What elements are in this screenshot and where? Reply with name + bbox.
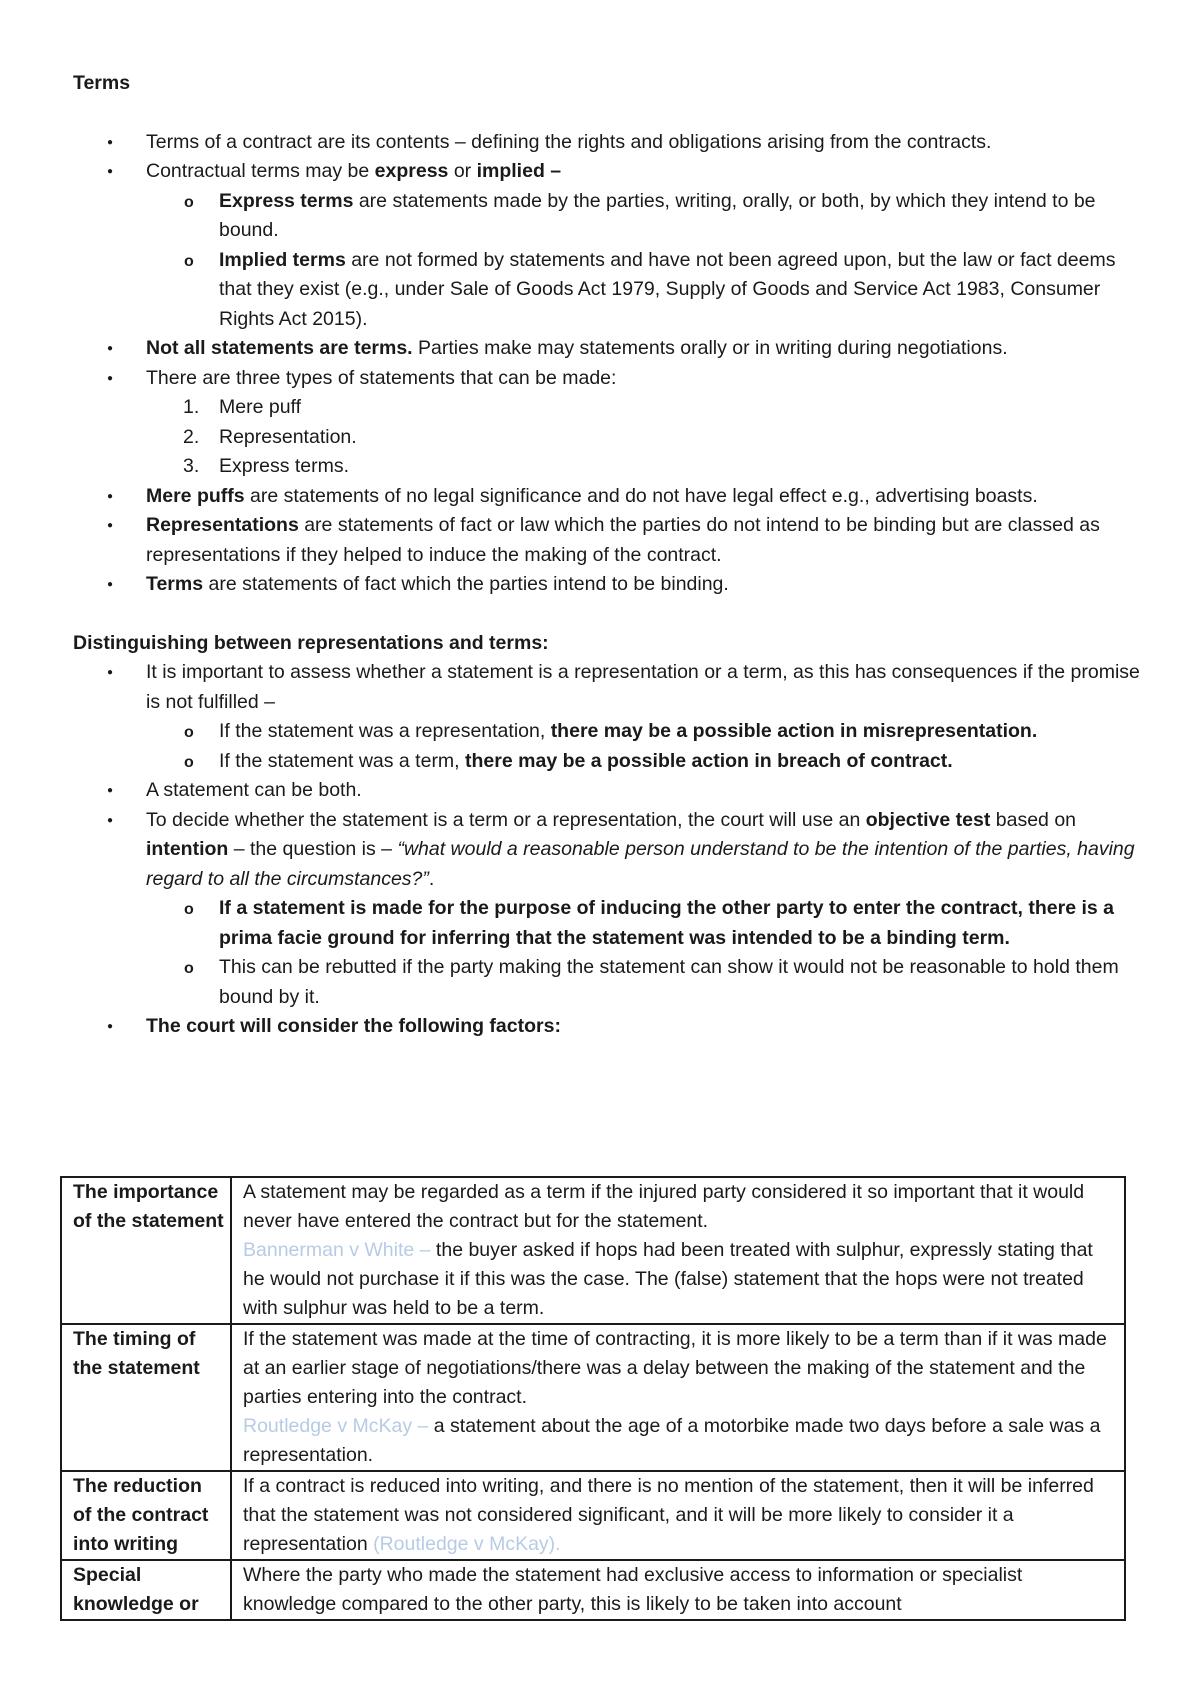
factor-cell: Special knowledge or xyxy=(61,1560,231,1620)
sub-list xyxy=(146,187,1143,335)
numbered-item xyxy=(73,393,1143,423)
bullet-text: are statements of fact or law which the parties do not intend to be binding but are classed as representations if they helped to induce the making of the contract. xyxy=(146,514,1100,566)
bold-text: intention xyxy=(146,838,229,860)
case-reference: Bannerman v White – xyxy=(243,1239,431,1261)
list-item xyxy=(73,806,1143,1013)
cell-text: a statement about the age of a motorbike made two days before a sale was a representation. xyxy=(243,1415,1101,1466)
case-reference: (Routledge v McKay). xyxy=(373,1533,561,1555)
list-item xyxy=(73,570,1143,600)
sub-list xyxy=(146,894,1143,1012)
bold-text: Implied terms xyxy=(219,248,346,271)
bullet-text: are statements of no legal significance and do not have legal effect e.g., advertising boasts. xyxy=(244,484,1038,507)
factors-table xyxy=(60,1176,1126,1621)
numbered-item xyxy=(73,452,1143,482)
item-label: Mere puff xyxy=(219,396,302,418)
bold-text: implied – xyxy=(476,160,562,182)
section-title-distinguishing: Distinguishing between representations and terms: xyxy=(73,631,549,654)
bullet-text: are statements of fact which the parties intend to be binding. xyxy=(203,573,729,595)
bullet-text: or xyxy=(448,160,477,182)
list-item xyxy=(73,364,1143,394)
list-item xyxy=(73,157,1143,334)
cell-text: the buyer asked if hops had been treated with sulphur, expressly stating that he would not purchase it if this was the case. The (false) statement that the hops were not treated with sulphur was held to be a term. xyxy=(243,1239,1093,1319)
bullet-text: This can be rebutted if the party making the statement can show it would not be reasonable to hold them bound by it. xyxy=(219,956,1119,1008)
terms-bullet-list xyxy=(73,128,1143,394)
sub-list-item xyxy=(146,717,1143,747)
item-number: 3. xyxy=(183,455,200,477)
italic-quote: “what would a reasonable person understand to be the intention of the parties, having regard to all the circumstances?” xyxy=(146,838,1135,890)
bullet-text: Contractual terms may be xyxy=(146,160,375,182)
factor-cell: The reduction of the contract into writing xyxy=(61,1471,231,1560)
distinguishing-bullet-list xyxy=(73,658,1143,1042)
bullet-text: Parties make may statements orally or in writing during negotiations. xyxy=(412,337,1008,359)
sub-list-item xyxy=(146,953,1143,1012)
bullet-text: Terms of a contract are its contents – defining the rights and obligations arising from the contracts. xyxy=(146,130,992,153)
case-reference: Routledge v McKay – xyxy=(243,1415,429,1437)
bullet-text: . xyxy=(428,867,435,890)
bold-text: Terms xyxy=(146,573,204,595)
bold-text: objective test xyxy=(865,808,991,831)
bold-text: Representations xyxy=(146,514,299,536)
bold-text: The court will consider the following factors: xyxy=(146,1015,561,1037)
statement-types-list xyxy=(73,393,1143,482)
list-item xyxy=(73,334,1143,364)
bold-text: Mere puffs xyxy=(146,484,245,507)
bullet-text: are not formed by statements and have not been agreed upon, but the law or fact deems that they exist (e.g., under Sale of Goods Act 1979, Supply of Goods and Service Act 1983, Consumer Rights Act 2015). xyxy=(219,248,1116,330)
item-label: Representation. xyxy=(219,425,357,448)
bullet-text: – the question is – xyxy=(228,838,398,860)
bold-text: Not all statements are terms. xyxy=(146,337,413,359)
cell-text: Where the party who made the statement had exclusive access to information or specialist knowledge compared to the other party, this is likely to be taken into account xyxy=(243,1564,1023,1615)
list-item xyxy=(73,482,1143,512)
bullet-text: It is important to assess whether a statement is a representation or a term, as this has consequences if the promise is not fulfilled – xyxy=(146,661,1140,713)
table-row xyxy=(61,1560,1125,1620)
description-cell xyxy=(231,1324,1125,1471)
cell-text: A statement may be regarded as a term if the injured party considered it so important that it would never have entered the contract but for the statement. xyxy=(243,1181,1085,1232)
list-item xyxy=(73,658,1143,776)
bold-text: Express terms xyxy=(219,189,354,212)
sub-list xyxy=(146,717,1143,776)
description-cell xyxy=(231,1177,1125,1324)
list-item xyxy=(73,776,1143,806)
bullet-text: are statements made by the parties, writing, orally, or both, by which they intend to be bound. xyxy=(219,189,1096,241)
spacer xyxy=(73,600,1143,629)
document-body xyxy=(73,69,1143,1042)
section-title-terms: Terms xyxy=(73,72,131,94)
description-cell xyxy=(231,1471,1125,1560)
spacer xyxy=(73,99,1143,128)
table-row xyxy=(61,1324,1125,1471)
statement-definitions-list xyxy=(73,482,1143,600)
factor-cell: The importance of the statement xyxy=(61,1177,231,1324)
bullet-text: There are three types of statements that can be made: xyxy=(146,366,617,389)
list-item xyxy=(73,1012,1143,1042)
bullet-text: If the statement was a term, xyxy=(219,749,466,772)
bold-text: express xyxy=(374,160,449,182)
bullet-text: If the statement was a representation, xyxy=(219,720,551,742)
item-number: 1. xyxy=(183,396,200,418)
bullet-text: To decide whether the statement is a term or a representation, the court will use an xyxy=(146,808,866,831)
table-row xyxy=(61,1471,1125,1560)
bullet-text: based on xyxy=(990,808,1077,831)
sub-list-item xyxy=(146,747,1143,777)
numbered-item xyxy=(73,423,1143,453)
bold-text: there may be a possible action in misrepresentation. xyxy=(550,720,1038,742)
cell-text: If the statement was made at the time of contracting, it is more likely to be a term than if it was made at an earlier stage of negotiations/there was a delay between the making of the statement and the parties entering into the contract. xyxy=(243,1328,1107,1408)
table-row xyxy=(61,1177,1125,1324)
factor-cell: The timing of the statement xyxy=(61,1324,231,1471)
bold-text: If a statement is made for the purpose of inducing the other party to enter the contract, there is a prima facie ground for inferring that the statement was intended to be a binding term. xyxy=(219,897,1114,949)
list-item xyxy=(73,128,1143,158)
cell-text: If a contract is reduced into writing, and there is no mention of the statement, then it will be inferred that the statement was not considered significant, and it will be more likely to consider it a representation xyxy=(243,1475,1094,1555)
item-number: 2. xyxy=(183,425,200,448)
sub-list-item xyxy=(146,187,1143,246)
bold-text: there may be a possible action in breach of contract. xyxy=(465,749,953,772)
description-cell xyxy=(231,1560,1125,1620)
sub-list-item xyxy=(146,894,1143,953)
list-item xyxy=(73,511,1143,570)
sub-list-item xyxy=(146,246,1143,335)
item-label: Express terms. xyxy=(219,455,350,477)
bullet-text: A statement can be both. xyxy=(146,779,362,801)
